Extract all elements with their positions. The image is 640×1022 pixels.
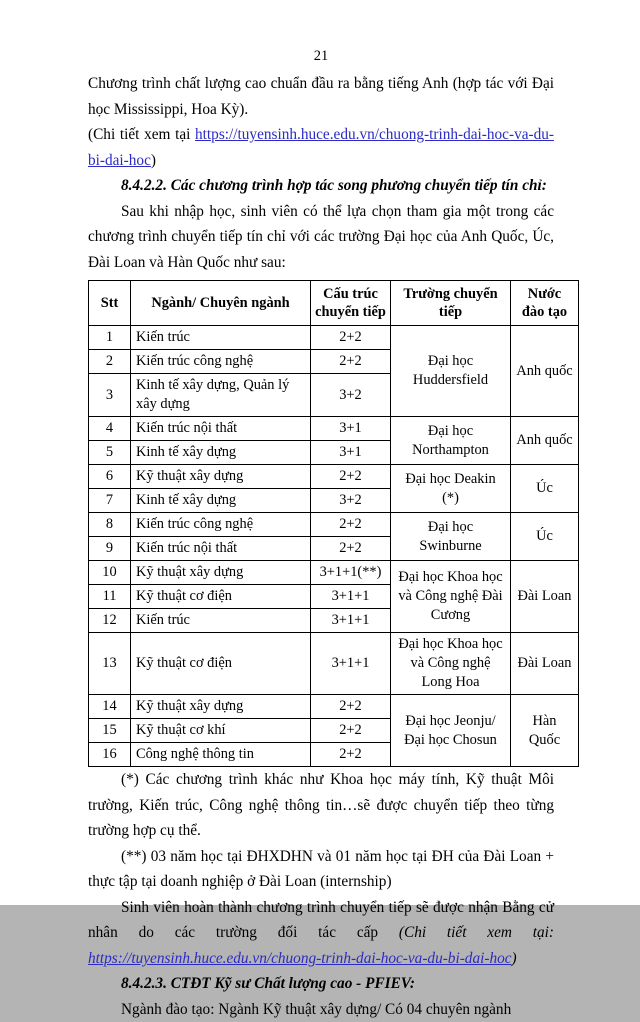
program-detail-link-bottom[interactable]: https://tuyensinh.huce.edu.vn/chuong-trinh-dai-hoc-va-du-bi-dai-hoc [88, 949, 512, 967]
cell-structure: 3+1+1 [311, 609, 391, 633]
cell-stt: 6 [89, 465, 131, 489]
cell-school: Đại học Jeonju/Đại học Chosun [391, 695, 511, 767]
cell-structure: 2+2 [311, 695, 391, 719]
closing-text: Sinh viên hoàn thành chương trình chuyển tiếp sẽ được nhận Bằng cử nhân do các trường đối tác cấp [88, 898, 554, 942]
note-double-star-text: (**) 03 năm học tại ĐHXDHN và 01 năm học tại ĐH của Đài Loan + thực tập tại doanh nghiệp ở Đài Loan (internship) [88, 847, 554, 891]
cell-major: Kiến trúc [131, 326, 311, 350]
program-detail-link-top[interactable]: https://tuyensinh.huce.edu.vn/chuong-trinh-dai-hoc-va-du-bi-dai-hoc [88, 126, 554, 169]
cell-school: Đại học Khoa học và Công nghệ Long Hoa [391, 633, 511, 695]
cell-stt: 14 [89, 695, 131, 719]
cell-structure: 2+2 [311, 513, 391, 537]
cell-structure: 3+2 [311, 374, 391, 417]
section-8422-body-text: Sau khi nhập học, sinh viên có thể lựa chọn tham gia một trong các chương trình chuyển tiếp tín chỉ với các trường Đại học của Anh Quốc, Úc, Đài Loan và Hàn Quốc như sau: [88, 202, 554, 271]
cell-country-line1: Hàn [532, 712, 557, 729]
cell-major: Kiến trúc nội thất [131, 537, 311, 561]
cell-stt: 2 [89, 350, 131, 374]
cell-stt: 11 [89, 585, 131, 609]
header-major: Ngành/ Chuyên ngành [131, 281, 311, 326]
table-head [89, 281, 579, 326]
cell-country: Úc [511, 513, 579, 561]
cell-structure: 3+2 [311, 489, 391, 513]
table-header-row [89, 281, 579, 326]
closing-paragraph [88, 895, 554, 972]
header-structure [311, 281, 391, 326]
table-row [89, 695, 579, 719]
cell-country: Đài Loan [511, 561, 579, 633]
cell-school: Đại học Swinburne [391, 513, 511, 561]
cell-major: Kỹ thuật xây dựng [131, 695, 311, 719]
note-single-star-text: (*) Các chương trình khác như Khoa học máy tính, Kỹ thuật Môi trường, Kiến trúc, Công nghệ thông tin…sẽ được chuyển tiếp theo từng trường hợp cụ thể. [88, 771, 554, 840]
cell-stt: 5 [89, 441, 131, 465]
cell-structure: 3+1+1(**) [311, 561, 391, 585]
note-single-star [88, 767, 554, 844]
cell-stt: 8 [89, 513, 131, 537]
cell-major: Kiến trúc công nghệ [131, 513, 311, 537]
table-row [89, 465, 579, 489]
table-body [89, 326, 579, 767]
transfer-program-table [88, 280, 579, 767]
cell-major: Kiến trúc công nghệ [131, 350, 311, 374]
intro-paragraph-1 [88, 71, 554, 122]
section-8423-body [88, 997, 554, 1022]
section-8422-heading-text: 8.4.2.2. Các chương trình hợp tác song phương chuyển tiếp tín chỉ: [121, 177, 547, 195]
cell-school: Đại học Northampton [391, 417, 511, 465]
transfer-program-table-wrapper [88, 280, 573, 767]
section-8423-heading [88, 971, 554, 997]
cell-structure: 2+2 [311, 350, 391, 374]
cell-major: Kinh tế xây dựng, Quản lý xây dựng [131, 374, 311, 417]
closing-suffix: ) [511, 949, 517, 967]
cell-structure: 3+1+1 [311, 585, 391, 609]
cell-country: Đài Loan [511, 633, 579, 695]
cell-major: Kỹ thuật xây dựng [131, 561, 311, 585]
cell-stt: 16 [89, 743, 131, 767]
cell-country-line2: Quốc [528, 731, 561, 748]
cell-country: Úc [511, 465, 579, 513]
cell-stt: 15 [89, 719, 131, 743]
intro-link-prefix: (Chi tiết xem tại [88, 126, 196, 144]
intro-link-suffix: ) [150, 151, 156, 169]
header-school: Trường chuyển tiếp [391, 281, 511, 326]
cell-stt: 3 [89, 374, 131, 417]
cell-major: Công nghệ thông tin [131, 743, 311, 767]
cell-stt: 7 [89, 489, 131, 513]
header-structure-line2: chuyển tiếp [315, 304, 386, 321]
cell-stt: 13 [89, 633, 131, 695]
section-8422-heading [88, 173, 554, 199]
cell-school: Đại học Khoa học và Công nghệ Đài Cương [391, 561, 511, 633]
intro-paragraph-2 [88, 122, 554, 173]
cell-structure: 2+2 [311, 537, 391, 561]
cell-structure: 3+1 [311, 441, 391, 465]
cell-country [511, 695, 579, 767]
section-8423-heading-text: 8.4.2.3. CTĐT Kỹ sư Chất lượng cao - PFIEV: [121, 975, 415, 993]
cell-structure: 2+2 [311, 719, 391, 743]
header-country-line2: đào tạo [521, 304, 568, 321]
cell-stt: 10 [89, 561, 131, 585]
table-row [89, 633, 579, 695]
page-number: 21 [313, 48, 329, 64]
table-row [89, 417, 579, 441]
intro-paragraph-1-text: Chương trình chất lượng cao chuẩn đầu ra bằng tiếng Anh (hợp tác với Đại học Mississippi, Hoa Kỳ). [88, 75, 554, 118]
table-row [89, 513, 579, 537]
cell-major: Kiến trúc [131, 609, 311, 633]
cell-stt: 1 [89, 326, 131, 350]
cell-major: Kinh tế xây dựng [131, 441, 311, 465]
cell-structure: 3+1 [311, 417, 391, 441]
cell-structure: 2+2 [311, 465, 391, 489]
section-8422-body [88, 199, 554, 276]
cell-school: Đại học Huddersfield [391, 326, 511, 417]
cell-country: Anh quốc [511, 326, 579, 417]
table-row [89, 326, 579, 350]
header-stt: Stt [89, 281, 131, 326]
cell-major: Kinh tế xây dựng [131, 489, 311, 513]
cell-structure: 2+2 [311, 743, 391, 767]
section-8423-body-text: Ngành đào tạo: Ngành Kỹ thuật xây dựng/ Có 04 chuyên ngành [121, 1000, 512, 1018]
cell-stt: 12 [89, 609, 131, 633]
note-double-star [88, 844, 554, 895]
cell-stt: 9 [89, 537, 131, 561]
header-country [511, 281, 579, 326]
cell-country: Anh quốc [511, 417, 579, 465]
cell-major: Kỹ thuật cơ điện [131, 633, 311, 695]
cell-major: Kỹ thuật cơ điện [131, 585, 311, 609]
header-country-line1: Nước [527, 286, 562, 303]
cell-major: Kỹ thuật xây dựng [131, 465, 311, 489]
cell-structure: 3+1+1 [311, 633, 391, 695]
cell-major: Kỹ thuật cơ khí [131, 719, 311, 743]
cell-major: Kiến trúc nội thất [131, 417, 311, 441]
table-row [89, 561, 579, 585]
page-content [88, 0, 573, 1022]
header-structure-line1: Cấu trúc [323, 286, 378, 303]
cell-school: Đại học Deakin (*) [391, 465, 511, 513]
closing-italic-prefix: (Chi tiết xem tại: [398, 924, 555, 942]
cell-structure: 2+2 [311, 326, 391, 350]
cell-stt: 4 [89, 417, 131, 441]
